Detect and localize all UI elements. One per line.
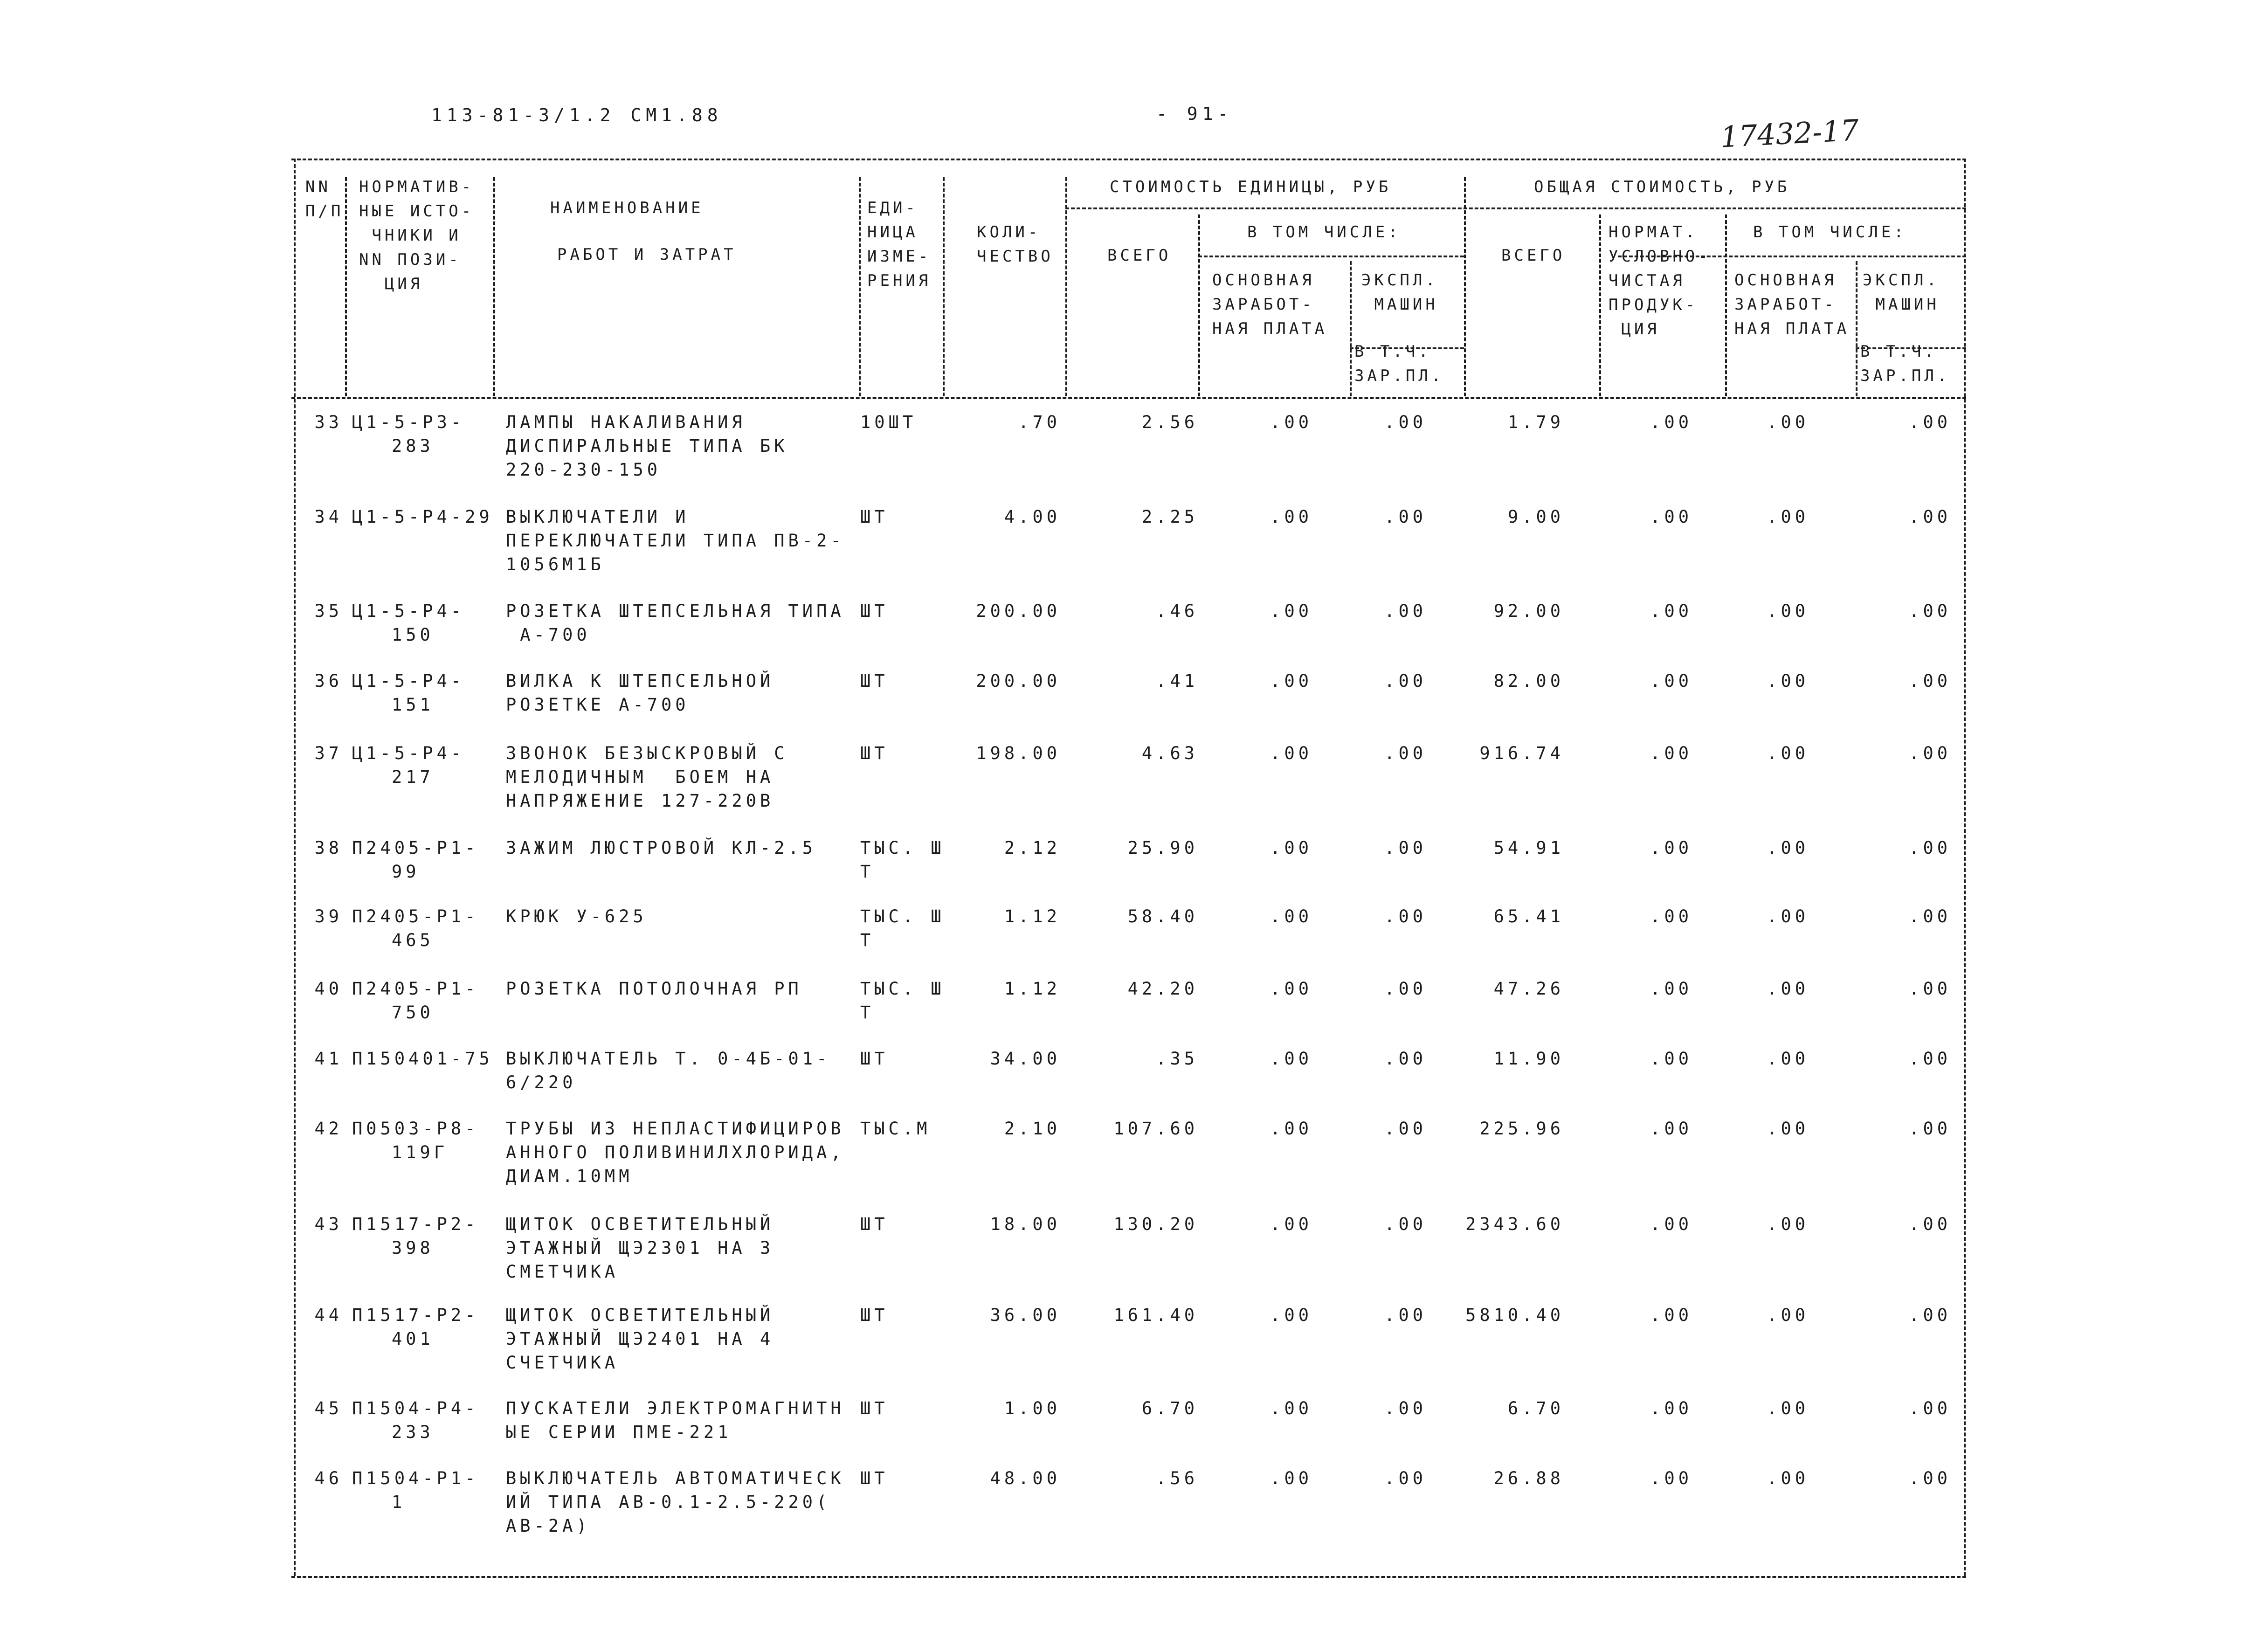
cell-code: Ц1-5-Р4- 217 <box>352 743 465 787</box>
table-top-border <box>291 159 1966 160</box>
cell-total: 82.00 <box>1493 671 1564 691</box>
cell-osn: .00 <box>1270 601 1312 621</box>
header-unit-cost: СТОИМОСТЬ ЕДИНИЦЫ, РУБ <box>1110 178 1392 196</box>
cell-teks: .00 <box>1909 601 1951 621</box>
cell-tosn: .00 <box>1767 507 1809 527</box>
cell-eks: .00 <box>1384 671 1427 691</box>
header-unit: ЕДИ- НИЦА ИЗМЕ- РЕНИЯ <box>867 199 932 290</box>
cell-price: 42.20 <box>1127 979 1198 999</box>
cell-qty: 1.12 <box>1004 906 1061 926</box>
cell-name: ЛАМПЫ НАКАЛИВАНИЯ ДИСПИРАЛЬНЫЕ ТИПА БК 220-230-150 <box>506 412 788 480</box>
cell-code: Ц1-5-Р3- 283 <box>352 412 465 456</box>
cell-osn: .00 <box>1270 1398 1312 1418</box>
cell-tosn: .00 <box>1767 412 1809 432</box>
cell-eks: .00 <box>1384 412 1427 432</box>
cell-name: РОЗЕТКА ШТЕПСЕЛЬНАЯ ТИПА А-700 <box>506 601 845 645</box>
cell-tosn: .00 <box>1767 1398 1809 1418</box>
cell-teks: .00 <box>1909 671 1951 691</box>
page-number: - 91- <box>1156 104 1233 124</box>
cell-code: Ц1-5-Р4- 150 <box>352 601 465 645</box>
document-code: 113-81-3/1.2 СМ1.88 <box>431 105 723 125</box>
cell-qty: 200.00 <box>976 601 1061 621</box>
cell-qty: 2.12 <box>1004 838 1061 858</box>
cell-tosn: .00 <box>1767 1214 1809 1234</box>
header-name: НАИМЕНОВАНИЕ <box>550 199 704 217</box>
cell-osn: .00 <box>1270 671 1312 691</box>
cell-name: РОЗЕТКА ПОТОЛОЧНАЯ РП <box>506 979 802 999</box>
cell-qty: 18.00 <box>990 1214 1061 1234</box>
cell-teks: .00 <box>1909 1305 1951 1325</box>
cell-nup: .00 <box>1650 1468 1692 1488</box>
cell-osn: .00 <box>1270 743 1312 763</box>
cell-osn: .00 <box>1270 1119 1312 1139</box>
header-unit-in-that: В ТОМ ЧИСЛЕ: <box>1247 223 1401 242</box>
cell-qty: 200.00 <box>976 671 1061 691</box>
cell-nn: 44 <box>314 1305 343 1325</box>
cell-nn: 35 <box>314 601 343 621</box>
header-total-cost: ОБЩАЯ СТОИМОСТЬ, РУБ <box>1534 178 1790 196</box>
cell-nn: 37 <box>314 743 343 763</box>
cell-price: .41 <box>1156 671 1198 691</box>
cell-name: ВЫКЛЮЧАТЕЛЬ АВТОМАТИЧЕСК ИЙ ТИПА АВ-0.1-2.5-220( АВ-2А) <box>506 1468 845 1536</box>
cell-unit: 10ШТ <box>860 412 917 432</box>
cell-nup: .00 <box>1650 1119 1692 1139</box>
cell-osn: .00 <box>1270 412 1312 432</box>
cell-code: П1504-Р4- 233 <box>352 1398 479 1442</box>
cell-tosn: .00 <box>1767 979 1809 999</box>
cell-unit: ШТ <box>860 743 889 763</box>
cell-nup: .00 <box>1650 838 1692 858</box>
header-total-osnovnaya: ОСНОВНАЯ ЗАРАБОТ- НАЯ ПЛАТА <box>1734 271 1850 338</box>
cell-teks: .00 <box>1909 1214 1951 1234</box>
cell-price: .46 <box>1156 601 1198 621</box>
cell-tosn: .00 <box>1767 1305 1809 1325</box>
cell-eks: .00 <box>1384 1049 1427 1069</box>
cell-total: 5810.40 <box>1465 1305 1564 1325</box>
cell-price: 107.60 <box>1113 1119 1198 1139</box>
cell-tosn: .00 <box>1767 601 1809 621</box>
header-total-in-that: В ТОМ ЧИСЛЕ: <box>1753 223 1907 242</box>
cell-unit: ШТ <box>860 671 889 691</box>
cell-total: 225.96 <box>1479 1119 1564 1139</box>
cell-code: П1517-Р2- 401 <box>352 1305 479 1349</box>
handwritten-stamp: 17432-17 <box>1719 113 1860 154</box>
cell-unit: ТЫС.М <box>860 1119 931 1139</box>
header-normative-sources: НОРМАТИВ- НЫЕ ИСТО- ЧНИКИ И NN ПОЗИ- ЦИЯ <box>359 178 475 293</box>
cell-price: 6.70 <box>1141 1398 1198 1418</box>
cell-eks: .00 <box>1384 1214 1427 1234</box>
cell-nup: .00 <box>1650 1214 1692 1234</box>
cell-name: ЗВОНОК БЕЗЫСКРОВЫЙ С МЕЛОДИЧНЫМ БОЕМ НА НАПРЯЖЕНИЕ 127-220В <box>506 743 788 811</box>
cell-teks: .00 <box>1909 1398 1951 1418</box>
header-nn: NN П/П <box>305 178 344 221</box>
cell-tosn: .00 <box>1767 1119 1809 1139</box>
cell-osn: .00 <box>1270 507 1312 527</box>
cell-code: П2405-Р1- 750 <box>352 979 479 1023</box>
cell-name: ВЫКЛЮЧАТЕЛЬ Т. 0-4Б-01- 6/220 <box>506 1049 831 1092</box>
cell-osn: .00 <box>1270 906 1312 926</box>
cell-nup: .00 <box>1650 412 1692 432</box>
header-unit-vtch: В Т.Ч. ЗАР.ПЛ. <box>1354 342 1444 385</box>
cell-osn: .00 <box>1270 1049 1312 1069</box>
cell-name: ВЫКЛЮЧАТЕЛИ И ПЕРЕКЛЮЧАТЕЛИ ТИПА ПВ-2- 1056М1Б <box>506 507 845 574</box>
header-unit-osnovnaya: ОСНОВНАЯ ЗАРАБОТ- НАЯ ПЛАТА <box>1212 271 1328 338</box>
cell-total: 2343.60 <box>1465 1214 1564 1234</box>
cell-nn: 42 <box>314 1119 343 1139</box>
cell-price: 161.40 <box>1113 1305 1198 1325</box>
cell-nn: 33 <box>314 412 343 432</box>
cell-code: П1517-Р2- 398 <box>352 1214 479 1258</box>
cell-unit: ТЫС. Ш Т <box>860 838 945 882</box>
cell-nup: .00 <box>1650 1049 1692 1069</box>
header-sep-osn <box>1350 261 1352 396</box>
cell-eks: .00 <box>1384 838 1427 858</box>
cell-qty: 2.10 <box>1004 1119 1061 1139</box>
cell-unit: ШТ <box>860 1305 889 1325</box>
cell-nn: 40 <box>314 979 343 999</box>
cell-price: 58.40 <box>1127 906 1198 926</box>
cell-teks: .00 <box>1909 906 1951 926</box>
cell-unit: ТЫС. Ш Т <box>860 979 945 1023</box>
cell-total: 916.74 <box>1479 743 1564 763</box>
header-total-vsego: ВСЕГО <box>1501 246 1566 265</box>
cell-tosn: .00 <box>1767 1468 1809 1488</box>
header-sep-unit-group <box>1464 177 1466 396</box>
header-total-ekspl: ЭКСПЛ. МАШИН <box>1863 271 1940 314</box>
cell-unit: ШТ <box>860 1214 889 1234</box>
cell-tosn: .00 <box>1767 671 1809 691</box>
cell-teks: .00 <box>1909 743 1951 763</box>
cell-eks: .00 <box>1384 1468 1427 1488</box>
cell-osn: .00 <box>1270 838 1312 858</box>
header-sep-nup <box>1725 214 1727 396</box>
cell-teks: .00 <box>1909 412 1951 432</box>
cell-eks: .00 <box>1384 1398 1427 1418</box>
cell-total: 6.70 <box>1507 1398 1564 1418</box>
cell-name: ЩИТОК ОСВЕТИТЕЛЬНЫЙ ЭТАЖНЫЙ ЩЭ2301 НА 3 СМЕТЧИКА <box>506 1214 774 1282</box>
cell-price: 130.20 <box>1113 1214 1198 1234</box>
cell-total: 92.00 <box>1493 601 1564 621</box>
header-sep-nn <box>345 177 347 396</box>
cell-unit: ШТ <box>860 1468 889 1488</box>
cell-eks: .00 <box>1384 507 1427 527</box>
header-quantity: КОЛИ- ЧЕСТВО <box>977 223 1054 266</box>
cell-price: 2.25 <box>1141 507 1198 527</box>
cell-tosn: .00 <box>1767 1049 1809 1069</box>
cell-name: КРЮК У-625 <box>506 906 647 926</box>
cell-unit: ШТ <box>860 601 889 621</box>
header-sep-name <box>859 177 861 396</box>
cell-qty: 34.00 <box>990 1049 1061 1069</box>
cell-tosn: .00 <box>1767 906 1809 926</box>
table-bottom-border <box>291 1576 1966 1578</box>
cell-eks: .00 <box>1384 1119 1427 1139</box>
cell-total: 26.88 <box>1493 1468 1564 1488</box>
cell-total: 11.90 <box>1493 1049 1564 1069</box>
cell-eks: .00 <box>1384 906 1427 926</box>
cell-name: ЩИТОК ОСВЕТИТЕЛЬНЫЙ ЭТАЖНЫЙ ЩЭ2401 НА 4 СЧЕТЧИКА <box>506 1305 774 1373</box>
header-subgroup-divider-left <box>1198 256 1464 257</box>
cell-total: 47.26 <box>1493 979 1564 999</box>
cell-eks: .00 <box>1384 1305 1427 1325</box>
cell-nup: .00 <box>1650 979 1692 999</box>
cell-total: 1.79 <box>1507 412 1564 432</box>
header-name-sub: РАБОТ И ЗАТРАТ <box>557 245 737 264</box>
cell-nup: .00 <box>1650 671 1692 691</box>
header-bottom-border <box>291 397 1966 399</box>
cell-nn: 36 <box>314 671 343 691</box>
header-unit-vsego: ВСЕГО <box>1107 246 1172 265</box>
cell-osn: .00 <box>1270 1468 1312 1488</box>
table-right-border <box>1964 159 1966 1576</box>
cell-unit: ШТ <box>860 1049 889 1069</box>
cell-nn: 34 <box>314 507 343 527</box>
cell-unit: ТЫС. Ш Т <box>860 906 945 950</box>
cell-teks: .00 <box>1909 507 1951 527</box>
cell-name: ЗАЖИМ ЛЮСТРОВОЙ КЛ-2.5 <box>506 838 817 858</box>
cell-osn: .00 <box>1270 1305 1312 1325</box>
cell-unit: ШТ <box>860 507 889 527</box>
cell-qty: 1.00 <box>1004 1398 1061 1418</box>
cell-nn: 41 <box>314 1049 343 1069</box>
cell-qty: 1.12 <box>1004 979 1061 999</box>
cell-nn: 45 <box>314 1398 343 1418</box>
cell-qty: .70 <box>1018 412 1061 432</box>
cell-name: ПУСКАТЕЛИ ЭЛЕКТРОМАГНИТН ЫЕ СЕРИИ ПМЕ-221 <box>506 1398 845 1442</box>
cell-osn: .00 <box>1270 1214 1312 1234</box>
cell-total: 54.91 <box>1493 838 1564 858</box>
cell-total: 65.41 <box>1493 906 1564 926</box>
header-sep-tosn <box>1856 261 1857 396</box>
cell-price: 2.56 <box>1141 412 1198 432</box>
cell-price: .35 <box>1156 1049 1198 1069</box>
cell-eks: .00 <box>1384 743 1427 763</box>
cell-qty: 36.00 <box>990 1305 1061 1325</box>
cell-nup: .00 <box>1650 1398 1692 1418</box>
cell-qty: 198.00 <box>976 743 1061 763</box>
cell-tosn: .00 <box>1767 838 1809 858</box>
cell-teks: .00 <box>1909 1049 1951 1069</box>
cell-code: П1504-Р1- 1 <box>352 1468 479 1512</box>
cell-nn: 38 <box>314 838 343 858</box>
header-sep-unit <box>943 177 945 396</box>
cell-total: 9.00 <box>1507 507 1564 527</box>
cell-qty: 48.00 <box>990 1468 1061 1488</box>
cell-nup: .00 <box>1650 507 1692 527</box>
header-sep-norm <box>493 177 495 396</box>
cell-code: П2405-Р1- 99 <box>352 838 479 882</box>
cell-price: 4.63 <box>1141 743 1198 763</box>
cell-teks: .00 <box>1909 1119 1951 1139</box>
cell-osn: .00 <box>1270 979 1312 999</box>
cell-name: ВИЛКА К ШТЕПСЕЛЬНОЙ РОЗЕТКЕ А-700 <box>506 671 774 715</box>
cell-qty: 4.00 <box>1004 507 1061 527</box>
cell-tosn: .00 <box>1767 743 1809 763</box>
header-total-vtch: В Т.Ч. ЗАР.ПЛ. <box>1860 342 1950 385</box>
cell-nn: 39 <box>314 906 343 926</box>
header-sep-total <box>1599 214 1601 396</box>
cell-nup: .00 <box>1650 1305 1692 1325</box>
header-sep-price <box>1198 214 1200 396</box>
cell-code: Ц1-5-Р4-29 <box>352 507 493 527</box>
cell-name: ТРУБЫ ИЗ НЕПЛАСТИФИЦИРОВ АННОГО ПОЛИВИНИЛХЛОРИДА, ДИАМ.10ММ <box>506 1119 845 1186</box>
cell-nup: .00 <box>1650 906 1692 926</box>
table-left-border <box>294 159 296 1576</box>
cell-code: П150401-75 <box>352 1049 493 1069</box>
cell-unit: ШТ <box>860 1398 889 1418</box>
cell-teks: .00 <box>1909 1468 1951 1488</box>
cell-code: П2405-Р1- 465 <box>352 906 479 950</box>
cell-eks: .00 <box>1384 979 1427 999</box>
cell-code: П0503-Р8- 119Г <box>352 1119 479 1162</box>
cell-teks: .00 <box>1909 979 1951 999</box>
header-unit-ekspl: ЭКСПЛ. МАШИН <box>1361 271 1438 314</box>
cell-code: Ц1-5-Р4- 151 <box>352 671 465 715</box>
cell-price: 25.90 <box>1127 838 1198 858</box>
cell-eks: .00 <box>1384 601 1427 621</box>
header-sep-qty <box>1065 177 1067 396</box>
cell-nn: 43 <box>314 1214 343 1234</box>
header-group-divider <box>1065 207 1966 209</box>
header-normat: НОРМАТ. УСЛОВНО- ЧИСТАЯ ПРОДУК- ЦИЯ <box>1609 223 1711 339</box>
cell-nup: .00 <box>1650 601 1692 621</box>
cell-teks: .00 <box>1909 838 1951 858</box>
cell-nn: 46 <box>314 1468 343 1488</box>
cell-nup: .00 <box>1650 743 1692 763</box>
cell-price: .56 <box>1156 1468 1198 1488</box>
